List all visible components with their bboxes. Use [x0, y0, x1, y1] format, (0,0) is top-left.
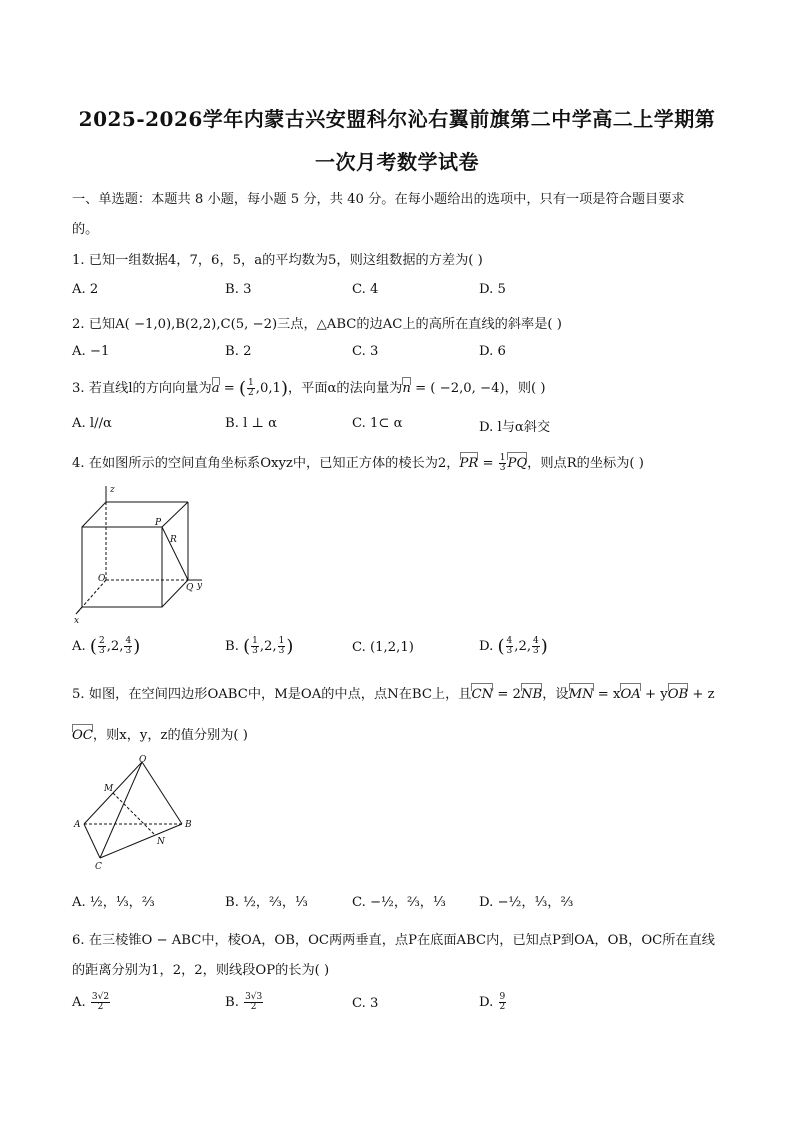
point-label-o: O: [139, 755, 147, 765]
q5-option-a: A. ½，⅓，⅔: [72, 895, 155, 910]
q3-option-a: A. l//α: [72, 416, 112, 431]
point-label-c: C: [95, 862, 102, 872]
q6-option-d: D. $\frac{9}{2}$: [479, 992, 506, 1012]
vector-mn: MN: [568, 687, 594, 702]
q5-option-d: D. −½，⅓，⅔: [479, 895, 574, 910]
exam-title-line2: 一次月考数学试卷: [315, 150, 479, 174]
point-label-m: M: [104, 784, 114, 794]
vector-oc: OC: [72, 728, 93, 743]
q2-option-d: D. 6: [479, 344, 506, 359]
q6-option-c: C. 3: [352, 996, 379, 1011]
point-label-b: B: [185, 820, 192, 830]
q4-option-c: C. (1,2,1): [352, 640, 414, 655]
q2-option-c: C. 3: [352, 344, 379, 359]
section-heading-cont: 的。: [72, 222, 99, 237]
q1-option-c: C. 4: [352, 282, 379, 297]
vector-ob: OB: [667, 687, 689, 702]
vector-n: n: [402, 381, 411, 396]
point-label-n: N: [157, 837, 165, 847]
vector-cn: CN: [471, 687, 494, 702]
exam-title-line1: 2025-2026学年内蒙古兴安盟科尔沁右翼前旗第二中学高二上学期第: [78, 107, 716, 131]
point-label-p: P: [155, 518, 162, 528]
q5-stem-cont: OC，则x，y，z的值分别为( ): [72, 728, 248, 743]
q2-option-b: B. 2: [225, 344, 252, 359]
section-heading: 一、单选题：本题共 8 小题，每小题 5 分，共 40 分。在每小题给出的选项中，只有一项是符合题目要求: [72, 192, 685, 207]
vector-pr: PR: [459, 456, 479, 471]
point-label-r: R: [170, 535, 177, 545]
q4-stem: 4. 在如图所示的空间直角坐标系Oxyz中，已知正方体的棱长为2，PR = $\frac{1}{3}$ PQ，则点R的坐标为( ): [72, 453, 644, 473]
cube-figure: [70, 480, 220, 625]
q3-option-b: B. l ⊥ α: [225, 416, 277, 431]
point-label-a: A: [74, 820, 81, 830]
q5-option-b: B. ½，⅔，⅓: [225, 895, 308, 910]
axis-label-y: y: [197, 581, 203, 591]
axis-label-x: x: [74, 616, 80, 625]
tetrahedron-figure: [70, 752, 200, 872]
q3-stem: 3. 若直线l的方向向量为a = ( $\frac{1}{2}$ ,0,1)，平面α的法向量为n = ( −2,0, −4)，则( ): [72, 378, 546, 399]
q5-option-c: C. −½，⅔，⅓: [352, 895, 446, 910]
vector-pq: PQ: [507, 456, 528, 471]
point-label-q: Q: [186, 583, 194, 593]
q5-stem: 5. 如图，在空间四边形OABC中，M是OA的中点，点N在BC上，且CN = 2NB，设MN = xOA + yOB + z: [72, 687, 715, 702]
q6-stem-cont: 的距离分别为1，2，2，则线段OP的长为( ): [72, 963, 330, 978]
q1-option-d: D. 5: [479, 282, 506, 297]
fraction: $\frac{1}{2}$: [248, 378, 254, 398]
q4-option-d: D. ( $\frac{4}{3}$ ,2, $\frac{4}{3}$ ): [479, 636, 548, 657]
axis-label-z: z: [110, 485, 115, 495]
q1-option-a: A. 2: [72, 282, 99, 297]
q2-stem: 2. 已知A( −1,0),B(2,2),C(5, −2)三点，△ABC的边AC上的高所在直线的斜率是( ): [72, 317, 562, 332]
q4-option-a: A. ( $\frac{2}{3}$ ,2, $\frac{4}{3}$ ): [72, 636, 141, 657]
vector-a: a: [211, 381, 220, 396]
q3-option-d: D. l与α斜交: [479, 420, 551, 435]
vector-nb: NB: [520, 687, 543, 702]
point-label-o: O: [98, 574, 106, 584]
q3-option-c: C. 1⊂ α: [352, 416, 403, 431]
q1-option-b: B. 3: [225, 282, 252, 297]
fraction: $\frac{1}{3}$: [499, 453, 506, 473]
q6-option-b: B. $\frac{3√3}{2}$: [225, 992, 263, 1012]
q1-stem: 1. 已知一组数据4，7，6，5，a的平均数为5，则这组数据的方差为( ): [72, 253, 483, 268]
q6-stem: 6. 在三棱锥O − ABC中，棱OA，OB，OC两两垂直，点P在底面ABC内，已知点P到OA，OB，OC所在直线: [72, 933, 715, 948]
q2-option-a: A. −1: [72, 344, 110, 359]
q6-option-a: A. $\frac{3√2}{2}$: [72, 992, 110, 1012]
q4-option-b: B. ( $\frac{1}{3}$ ,2, $\frac{1}{3}$ ): [225, 636, 294, 657]
vector-oa: OA: [620, 687, 641, 702]
